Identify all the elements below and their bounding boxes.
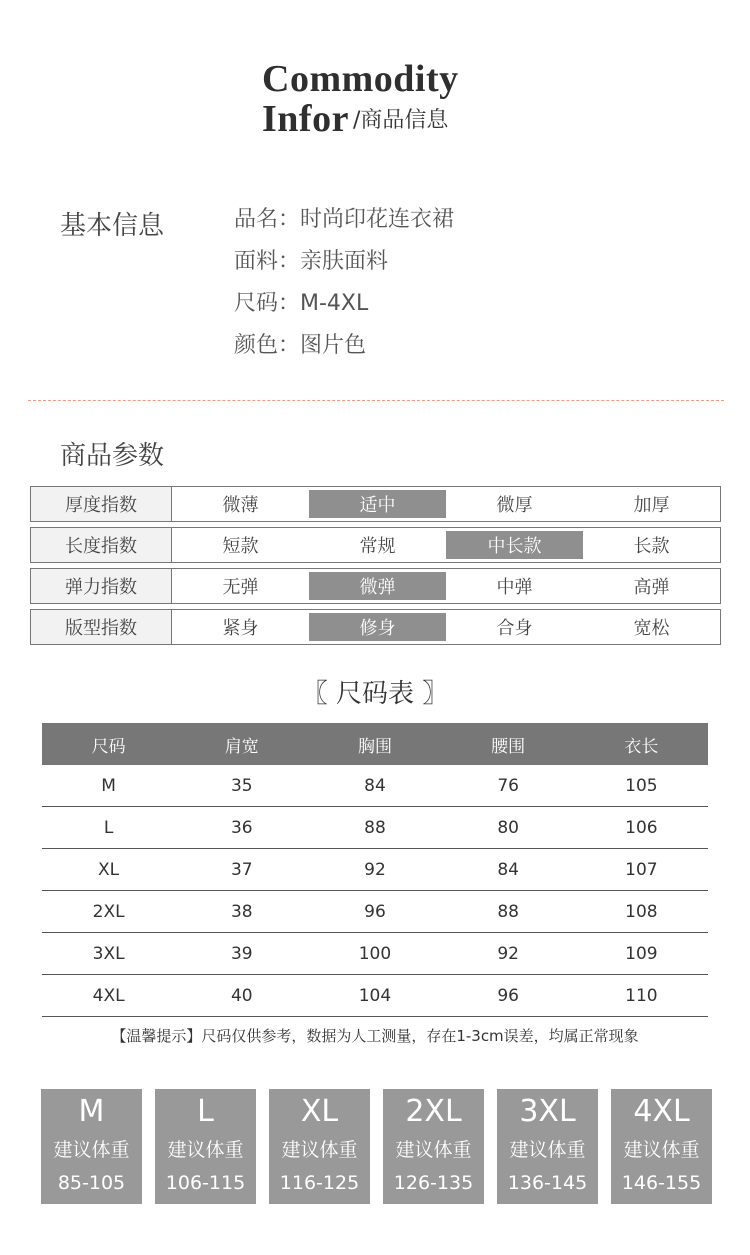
basic-info-key: 尺码：: [234, 291, 301, 316]
param-option: 微厚: [496, 495, 533, 516]
basic-info-row: [234, 329, 454, 371]
size-chart-column-header: 胸围: [308, 723, 441, 765]
basic-info-key: 颜色：: [234, 333, 301, 358]
table-cell: 37: [175, 849, 308, 891]
weight-card-size: L: [197, 1094, 214, 1129]
table-cell: 106: [575, 807, 708, 849]
table-cell: 3XL: [42, 933, 175, 975]
params-table: [30, 486, 721, 650]
table-cell: 92: [308, 849, 441, 891]
basic-info-value: 亲肤面料: [300, 249, 389, 274]
weight-card: [155, 1089, 256, 1204]
param-option: 紧身: [222, 618, 259, 639]
param-row: [30, 527, 721, 563]
weight-card-label: 建议体重: [281, 1139, 358, 1161]
table-cell: 110: [575, 975, 708, 1017]
basic-info-list: [234, 203, 454, 371]
weight-card: [611, 1089, 712, 1204]
param-options: [172, 569, 720, 603]
table-cell: 39: [175, 933, 308, 975]
param-option: 常规: [359, 536, 396, 557]
table-cell: M: [42, 765, 175, 807]
weight-card-range: 116-125: [279, 1172, 360, 1194]
weight-card-label: 建议体重: [395, 1139, 472, 1161]
basic-info-heading: 基本信息: [60, 211, 165, 241]
table-cell: XL: [42, 849, 175, 891]
table-cell: 96: [442, 975, 575, 1017]
title-chinese: /商品信息: [352, 108, 449, 133]
section-divider: [28, 400, 724, 401]
size-chart-table: [42, 723, 708, 1017]
table-cell: 38: [175, 891, 308, 933]
table-row: [42, 975, 708, 1017]
param-option: 宽松: [633, 618, 670, 639]
table-row: [42, 933, 708, 975]
table-cell: 92: [442, 933, 575, 975]
table-cell: 80: [442, 807, 575, 849]
weight-card-size: M: [78, 1094, 105, 1129]
params-heading: 商品参数: [60, 441, 165, 471]
param-option: 微薄: [222, 495, 259, 516]
basic-info-row: [234, 287, 454, 329]
param-options: [172, 528, 720, 562]
table-cell: 84: [308, 765, 441, 807]
param-option: 高弹: [633, 577, 670, 598]
table-cell: 105: [575, 765, 708, 807]
param-options: [172, 610, 720, 644]
param-row: [30, 486, 721, 522]
table-row: [42, 765, 708, 807]
table-cell: 104: [308, 975, 441, 1017]
weight-card: [41, 1089, 142, 1204]
table-row: [42, 807, 708, 849]
weight-card-label: 建议体重: [167, 1139, 244, 1161]
param-label: 长度指数: [31, 528, 172, 562]
table-cell: 40: [175, 975, 308, 1017]
param-option-selected: 中长款: [446, 531, 583, 559]
param-option: 无弹: [222, 577, 259, 598]
param-option: 加厚: [633, 495, 670, 516]
table-cell: 108: [575, 891, 708, 933]
table-cell: 84: [442, 849, 575, 891]
size-note: 【温馨提示】尺码仅供参考，数据为人工测量，存在1-3cm误差，均属正常现象: [111, 1027, 639, 1045]
param-option: 合身: [496, 618, 533, 639]
title-line-2: Infor: [262, 98, 349, 140]
param-option: 短款: [222, 536, 259, 557]
basic-info-value: 时尚印花连衣裙: [300, 207, 455, 232]
param-option-selected: 修身: [309, 613, 446, 641]
size-chart-column-header: 腰围: [442, 723, 575, 765]
basic-info-value: M-4XL: [300, 291, 369, 316]
basic-info-row: [234, 203, 454, 245]
table-cell: 36: [175, 807, 308, 849]
basic-info-key: 品名：: [234, 207, 301, 232]
basic-info-key: 面料：: [234, 249, 301, 274]
param-option-selected: 微弹: [309, 572, 446, 600]
table-cell: 35: [175, 765, 308, 807]
param-row: [30, 568, 721, 604]
weight-card-range: 146-155: [621, 1172, 702, 1194]
size-chart-heading: 〖 尺码表 〗: [301, 679, 449, 709]
param-row: [30, 609, 721, 645]
size-chart-column-header: 衣长: [575, 723, 708, 765]
table-cell: 100: [308, 933, 441, 975]
weight-card-size: 2XL: [405, 1094, 462, 1129]
weight-card-label: 建议体重: [53, 1139, 130, 1161]
param-option-selected: 适中: [309, 490, 446, 518]
table-cell: 109: [575, 933, 708, 975]
param-label: 版型指数: [31, 610, 172, 644]
weight-card-range: 85-105: [57, 1172, 126, 1194]
param-options: [172, 487, 720, 521]
weight-cards: [41, 1089, 725, 1204]
basic-info-value: 图片色: [300, 333, 367, 358]
table-row: [42, 891, 708, 933]
weight-card-size: XL: [300, 1094, 339, 1129]
table-cell: 2XL: [42, 891, 175, 933]
table-row: [42, 849, 708, 891]
page-title: [262, 60, 522, 138]
size-chart-column-header: 肩宽: [175, 723, 308, 765]
table-cell: 88: [308, 807, 441, 849]
weight-card: [383, 1089, 484, 1204]
param-option: 长款: [633, 536, 670, 557]
weight-card-size: 4XL: [633, 1094, 690, 1129]
weight-card-range: 136-145: [507, 1172, 588, 1194]
table-cell: 4XL: [42, 975, 175, 1017]
weight-card-size: 3XL: [519, 1094, 576, 1129]
param-label: 厚度指数: [31, 487, 172, 521]
weight-card-label: 建议体重: [623, 1139, 700, 1161]
size-chart-column-header: 尺码: [42, 723, 175, 765]
table-cell: 76: [442, 765, 575, 807]
param-option: 中弹: [496, 577, 533, 598]
param-label: 弹力指数: [31, 569, 172, 603]
size-chart-header-row: [42, 723, 708, 765]
basic-info-row: [234, 245, 454, 287]
weight-card-range: 106-115: [165, 1172, 246, 1194]
table-cell: 107: [575, 849, 708, 891]
weight-card-label: 建议体重: [509, 1139, 586, 1161]
weight-card: [269, 1089, 370, 1204]
table-cell: 88: [442, 891, 575, 933]
title-line-1: Commodity: [262, 58, 459, 100]
weight-card: [497, 1089, 598, 1204]
table-cell: L: [42, 807, 175, 849]
weight-card-range: 126-135: [393, 1172, 474, 1194]
table-cell: 96: [308, 891, 441, 933]
